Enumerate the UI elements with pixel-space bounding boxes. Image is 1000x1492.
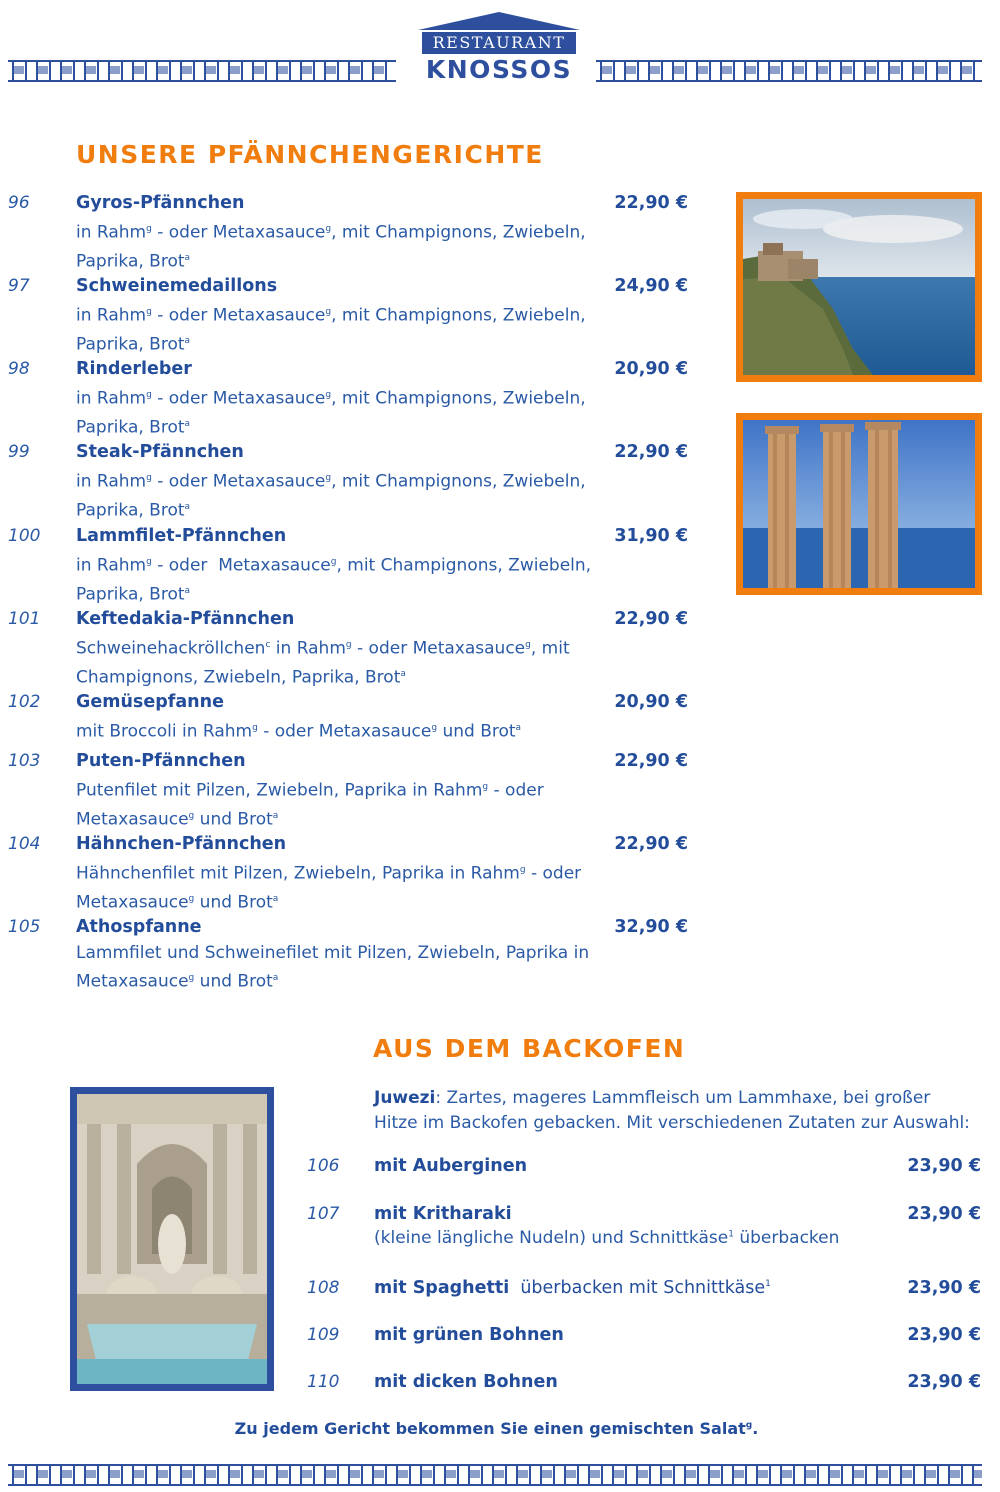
item-price: 22,90 € xyxy=(614,193,688,213)
item-price: 20,90 € xyxy=(614,359,688,379)
item-name: mit Auberginen xyxy=(374,1156,528,1176)
monastery-image xyxy=(743,199,975,375)
item-name: Gyros-Pfännchen xyxy=(76,193,245,213)
item-number: 96 xyxy=(8,193,30,213)
item-name: Steak-Pfännchen xyxy=(76,442,244,462)
item-name: Rinderleber xyxy=(76,359,192,379)
footer-note-text: Zu jedem Gericht bekommen Sie einen gemischten Salat$^g$. xyxy=(234,1419,759,1438)
item-price: 23,90 € xyxy=(907,1278,981,1298)
restaurant-logo xyxy=(418,12,580,82)
section-title-pfaennchen: UNSERE PFÄNNCHENGERICHTE xyxy=(76,140,544,169)
photo-trevi-fountain xyxy=(70,1087,274,1391)
item-number: 107 xyxy=(307,1204,340,1224)
item-price: 20,90 € xyxy=(614,692,688,712)
item-name: mit Kritharaki xyxy=(374,1204,512,1224)
item-number: 100 xyxy=(8,526,41,546)
item-price: 22,90 € xyxy=(614,751,688,771)
item-price: 23,90 € xyxy=(907,1204,981,1224)
item-number: 105 xyxy=(8,917,41,937)
item-number: 110 xyxy=(307,1372,340,1392)
item-name: Schweinemedaillons xyxy=(76,276,278,296)
item-name: Hähnchen-Pfännchen xyxy=(76,834,287,854)
item-extra: überbacken mit Schnittkäse$^1$ xyxy=(509,1278,771,1298)
item-description: (kleine längliche Nudeln) und Schnittkäse$^1$ überbacken xyxy=(374,1228,840,1248)
item-name: Lammfilet-Pfännchen xyxy=(76,526,287,546)
item-name: Athospfanne xyxy=(76,917,202,937)
item-number: 104 xyxy=(8,834,41,854)
item-name: Gemüsepfanne xyxy=(76,692,224,712)
item-number: 102 xyxy=(8,692,41,712)
item-price: 23,90 € xyxy=(907,1156,981,1176)
item-description: mit Broccoli in Rahm$^g$ - oder Metaxasauce$^g$ und Brot$^a$ xyxy=(76,721,522,742)
intro-bold: Juwezi xyxy=(374,1088,436,1108)
temple-roof-icon xyxy=(418,12,580,30)
item-price: 22,90 € xyxy=(614,442,688,462)
item-number: 108 xyxy=(307,1278,340,1298)
item-price: 23,90 € xyxy=(907,1325,981,1345)
meander-border-bottom xyxy=(8,1464,982,1486)
photo-columns xyxy=(736,413,982,595)
item-price: 22,90 € xyxy=(614,609,688,629)
item-description: in Rahm$^g$ - oder Metaxasauce$^g$, mit Champignons, Zwiebeln, Paprika, Brot$^a$ xyxy=(76,471,586,521)
item-description: in Rahm$^g$ - oder Metaxasauce$^g$, mit Champignons, Zwiebeln, Paprika, Brot$^a$ xyxy=(76,555,592,605)
item-price: 31,90 € xyxy=(614,526,688,546)
item-description: Lammfilet und Schweinefilet mit Pilzen, Zwiebeln, Paprika in Metaxasauce$^g$ und Brot$^a$ xyxy=(76,943,590,992)
item-name: mit Spaghetti überbacken mit Schnittkäse$^1$ xyxy=(374,1278,771,1298)
item-description: in Rahm$^g$ - oder Metaxasauce$^g$, mit Champignons, Zwiebeln, Paprika, Brot$^a$ xyxy=(76,222,586,272)
logo-restaurant-label: RESTAURANT xyxy=(422,32,576,54)
photo-monastery xyxy=(736,192,982,382)
item-price: 32,90 € xyxy=(614,917,688,937)
item-price: 23,90 € xyxy=(907,1372,981,1392)
item-number: 99 xyxy=(8,442,30,462)
item-price: 24,90 € xyxy=(614,276,688,296)
item-number: 97 xyxy=(8,276,30,296)
footer-note xyxy=(0,1419,993,1438)
section-title-backofen: AUS DEM BACKOFEN xyxy=(373,1034,686,1063)
item-number: 101 xyxy=(8,609,41,629)
backofen-intro xyxy=(374,1086,974,1136)
item-description: Putenfilet mit Pilzen, Zwiebeln, Paprika in Rahm$^g$ - oder Metaxasauce$^g$ und Brot$^a$ xyxy=(76,780,544,830)
item-name: Keftedakia-Pfännchen xyxy=(76,609,295,629)
meander-border-right xyxy=(596,60,982,82)
item-description: Hähnchenfilet mit Pilzen, Zwiebeln, Paprika in Rahm$^g$ - oder Metaxasauce$^g$ und Brot$^a$ xyxy=(76,863,582,913)
item-number: 106 xyxy=(307,1156,340,1176)
item-price: 22,90 € xyxy=(614,834,688,854)
item-number: 98 xyxy=(8,359,30,379)
item-name: mit dicken Bohnen xyxy=(374,1372,558,1392)
item-description: in Rahm$^g$ - oder Metaxasauce$^g$, mit Champignons, Zwiebeln, Paprika, Brot$^a$ xyxy=(76,388,586,438)
item-name: Puten-Pfännchen xyxy=(76,751,246,771)
logo-name: KNOSSOS xyxy=(425,55,573,84)
item-name: mit grünen Bohnen xyxy=(374,1325,564,1345)
columns-image xyxy=(743,420,975,588)
item-description: in Rahm$^g$ - oder Metaxasauce$^g$, mit Champignons, Zwiebeln, Paprika, Brot$^a$ xyxy=(76,305,586,355)
item-description: Schweinehackröllchen$^c$ in Rahm$^g$ - oder Metaxasauce$^g$, mit Champignons, Zwiebeln, Paprika, Brot$^a$ xyxy=(76,638,570,688)
item-number: 103 xyxy=(8,751,41,771)
fountain-image xyxy=(77,1094,267,1384)
intro-text: : Zartes, mageres Lammfleisch um Lammhaxe, bei großer Hitze im Backofen gebacken. Mit verschiedenen Zutaten zur Auswahl: xyxy=(374,1088,970,1133)
item-number: 109 xyxy=(307,1325,340,1345)
meander-border-left xyxy=(8,60,396,82)
